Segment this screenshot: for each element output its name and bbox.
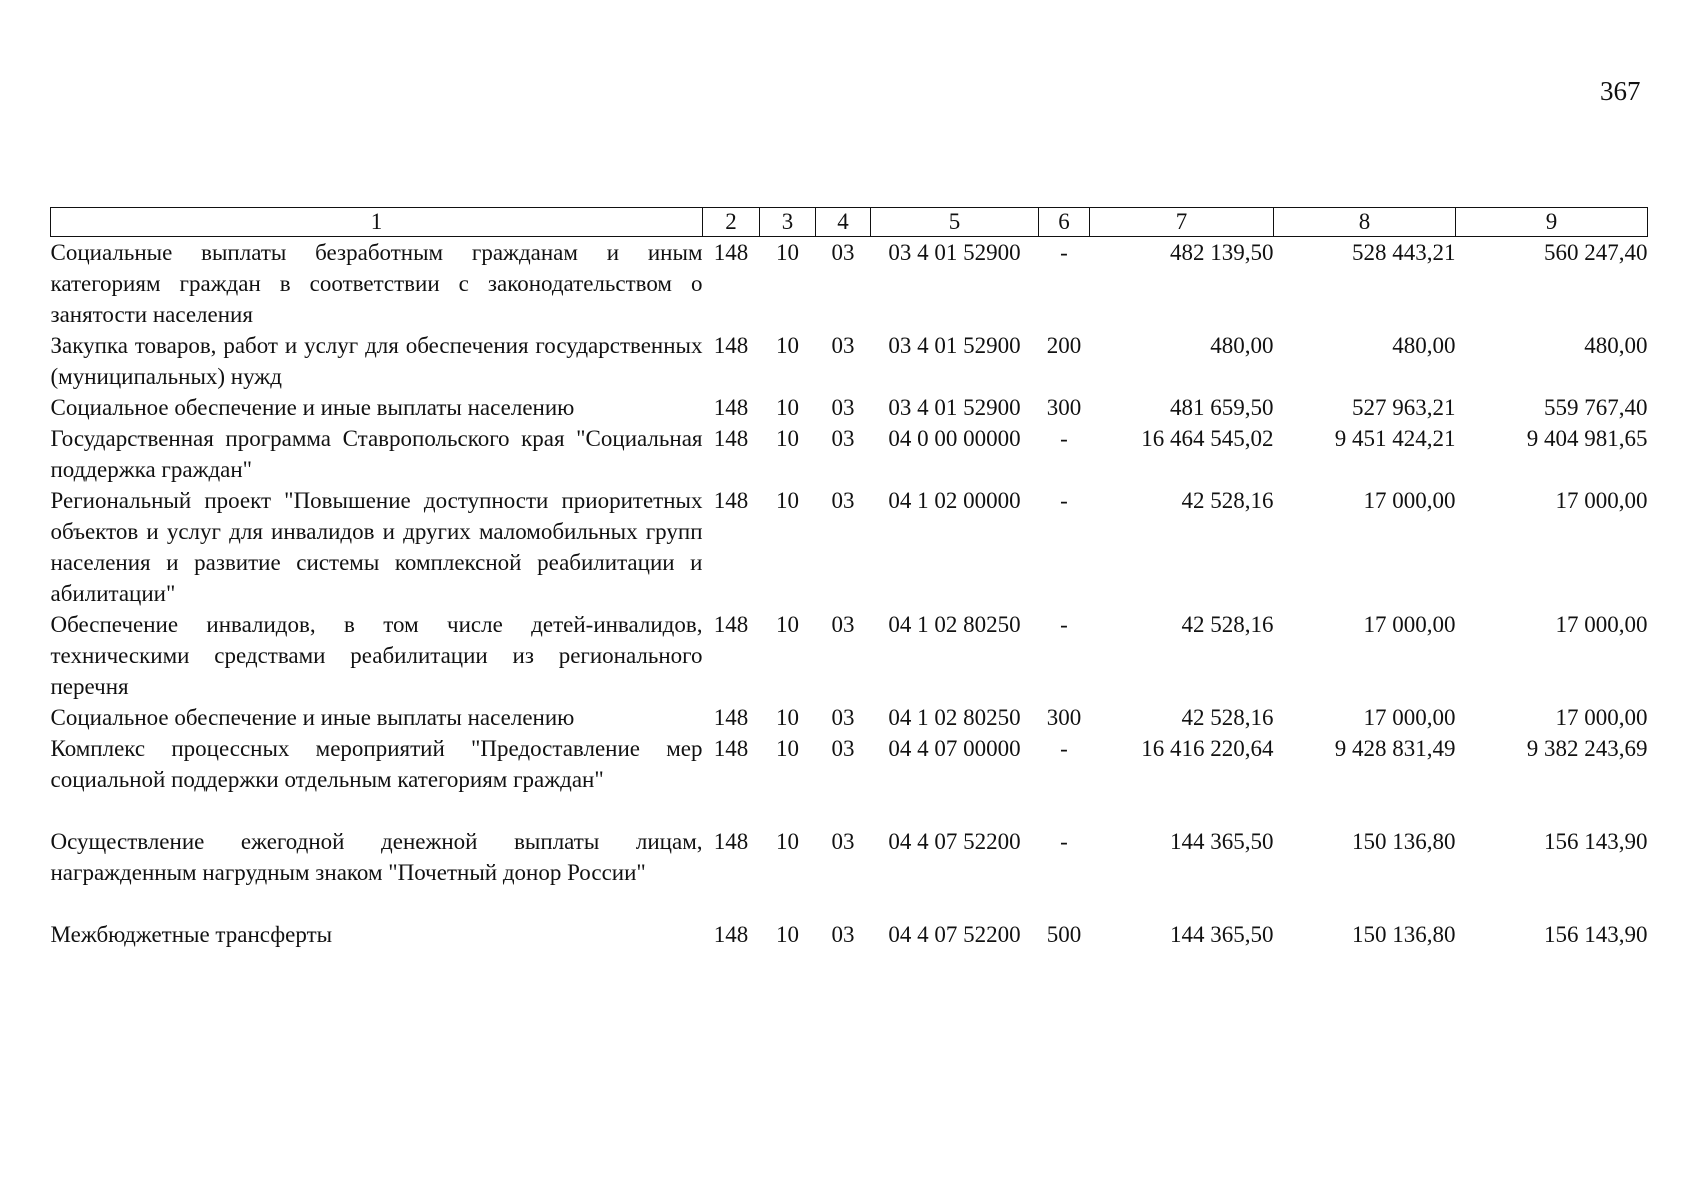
cell-col6: 300 xyxy=(1046,395,1082,420)
cell-col5: 04 0 00 00000 xyxy=(888,426,1021,451)
cell-col9: 9 404 981,65 xyxy=(1526,426,1648,451)
cell-col5: 03 4 01 52900 xyxy=(888,395,1021,420)
column-header: 3 xyxy=(760,208,816,237)
cell-col8: 527 963,21 xyxy=(1352,395,1456,420)
cell-col8: 17 000,00 xyxy=(1363,488,1456,513)
row-name: Комплекс процессных мероприятий "Предоставление мер социальной поддержки отдельным категориям граждан" xyxy=(50,736,703,792)
cell-col7: 16 416 220,64 xyxy=(1141,736,1274,761)
cell-col9: 9 382 243,69 xyxy=(1526,736,1648,761)
cell-col6: - xyxy=(1060,426,1068,451)
cell-col3: 10 xyxy=(776,488,799,513)
cell-col2: 148 xyxy=(713,488,749,513)
table-row xyxy=(51,826,1648,919)
row-name: Региональный проект "Повышение доступности приоритетных объектов и услуг для инвалидов и других маломобильных групп населения и развитие системы комплексной реабилитации и абилитации" xyxy=(50,488,703,606)
column-header: 2 xyxy=(703,208,760,237)
cell-col8: 150 136,80 xyxy=(1352,922,1456,947)
cell-col6: - xyxy=(1060,488,1068,513)
cell-col3: 10 xyxy=(776,240,799,265)
cell-col7: 16 464 545,02 xyxy=(1141,426,1274,451)
cell-col6: - xyxy=(1060,829,1068,854)
cell-col6: 200 xyxy=(1046,333,1082,358)
column-header: 9 xyxy=(1456,208,1648,237)
cell-col5: 04 4 07 00000 xyxy=(888,736,1021,761)
column-header: 5 xyxy=(871,208,1039,237)
table-row xyxy=(51,423,1648,485)
column-header: 6 xyxy=(1039,208,1090,237)
cell-col8: 9 451 424,21 xyxy=(1334,426,1456,451)
column-header: 8 xyxy=(1274,208,1456,237)
cell-col5: 04 4 07 52200 xyxy=(888,922,1021,947)
cell-col7: 480,00 xyxy=(1210,333,1274,358)
header-row xyxy=(51,208,1648,237)
row-name: Межбюджетные трансферты xyxy=(50,922,333,947)
cell-col7: 144 365,50 xyxy=(1170,829,1274,854)
cell-col3: 10 xyxy=(776,736,799,761)
column-header: 1 xyxy=(51,208,703,237)
cell-col9: 17 000,00 xyxy=(1555,612,1648,637)
table-row xyxy=(51,485,1648,609)
cell-col6: 300 xyxy=(1046,705,1082,730)
row-name: Осуществление ежегодной денежной выплаты лицам, награжденным нагрудным знаком "Почетный донор России" xyxy=(50,829,703,885)
cell-col5: 04 4 07 52200 xyxy=(888,829,1021,854)
cell-col9: 560 247,40 xyxy=(1544,240,1648,265)
cell-col8: 17 000,00 xyxy=(1363,612,1456,637)
cell-col3: 10 xyxy=(776,829,799,854)
cell-col5: 03 4 01 52900 xyxy=(888,240,1021,265)
cell-col2: 148 xyxy=(713,426,749,451)
cell-col9: 17 000,00 xyxy=(1555,705,1648,730)
table-row xyxy=(51,392,1648,423)
table-row xyxy=(51,733,1648,826)
cell-col2: 148 xyxy=(713,705,749,730)
column-header: 7 xyxy=(1090,208,1274,237)
cell-col4: 03 xyxy=(831,922,855,947)
cell-col2: 148 xyxy=(713,333,749,358)
cell-col7: 481 659,50 xyxy=(1170,395,1274,420)
cell-col8: 528 443,21 xyxy=(1352,240,1456,265)
cell-col9: 559 767,40 xyxy=(1544,395,1648,420)
cell-col2: 148 xyxy=(713,240,749,265)
cell-col9: 156 143,90 xyxy=(1544,922,1648,947)
cell-col2: 148 xyxy=(713,829,749,854)
row-name: Социальное обеспечение и иные выплаты населению xyxy=(50,395,575,420)
cell-col9: 156 143,90 xyxy=(1544,829,1648,854)
page-number: 367 xyxy=(1600,76,1641,106)
cell-col9: 17 000,00 xyxy=(1555,488,1648,513)
cell-col8: 17 000,00 xyxy=(1363,705,1456,730)
cell-col3: 10 xyxy=(776,705,799,730)
cell-col4: 03 xyxy=(831,736,855,761)
cell-col4: 03 xyxy=(831,426,855,451)
cell-col8: 9 428 831,49 xyxy=(1334,736,1456,761)
cell-col8: 150 136,80 xyxy=(1352,829,1456,854)
cell-col5: 04 1 02 80250 xyxy=(888,705,1021,730)
cell-col3: 10 xyxy=(776,426,799,451)
cell-col4: 03 xyxy=(831,240,855,265)
cell-col6: - xyxy=(1060,612,1068,637)
cell-col6: 500 xyxy=(1046,922,1082,947)
cell-col2: 148 xyxy=(713,922,749,947)
cell-col5: 04 1 02 80250 xyxy=(888,612,1021,637)
cell-col4: 03 xyxy=(831,488,855,513)
row-name: Государственная программа Ставропольского края "Социальная поддержка граждан" xyxy=(50,426,703,482)
cell-col4: 03 xyxy=(831,612,855,637)
cell-col3: 10 xyxy=(776,922,799,947)
row-name: Обеспечение инвалидов, в том числе детей-инвалидов, техническими средствами реабилитации из регионального перечня xyxy=(50,612,703,699)
cell-col3: 10 xyxy=(776,612,799,637)
row-name: Закупка товаров, работ и услуг для обеспечения государственных (муниципальных) нужд xyxy=(50,333,703,389)
budget-table xyxy=(50,207,1648,950)
cell-col8: 480,00 xyxy=(1392,333,1456,358)
cell-col3: 10 xyxy=(776,333,799,358)
cell-col7: 42 528,16 xyxy=(1181,612,1274,637)
cell-col4: 03 xyxy=(831,395,855,420)
column-header: 4 xyxy=(816,208,871,237)
cell-col2: 148 xyxy=(713,612,749,637)
cell-col5: 03 4 01 52900 xyxy=(888,333,1021,358)
cell-col7: 482 139,50 xyxy=(1170,240,1274,265)
table-row xyxy=(51,330,1648,392)
table-row xyxy=(51,919,1648,950)
cell-col7: 42 528,16 xyxy=(1181,705,1274,730)
cell-col4: 03 xyxy=(831,333,855,358)
cell-col6: - xyxy=(1060,736,1068,761)
cell-col7: 144 365,50 xyxy=(1170,922,1274,947)
table-row xyxy=(51,237,1648,331)
cell-col5: 04 1 02 00000 xyxy=(888,488,1021,513)
cell-col7: 42 528,16 xyxy=(1181,488,1274,513)
table-row xyxy=(51,609,1648,702)
cell-col4: 03 xyxy=(831,705,855,730)
cell-col6: - xyxy=(1060,240,1068,265)
cell-col9: 480,00 xyxy=(1584,333,1648,358)
table-row xyxy=(51,702,1648,733)
cell-col2: 148 xyxy=(713,395,749,420)
cell-col3: 10 xyxy=(776,395,799,420)
cell-col4: 03 xyxy=(831,829,855,854)
cell-col2: 148 xyxy=(713,736,749,761)
row-name: Социальное обеспечение и иные выплаты населению xyxy=(50,705,575,730)
row-name: Социальные выплаты безработным гражданам и иным категориям граждан в соответствии с законодательством о занятости населения xyxy=(50,240,703,327)
